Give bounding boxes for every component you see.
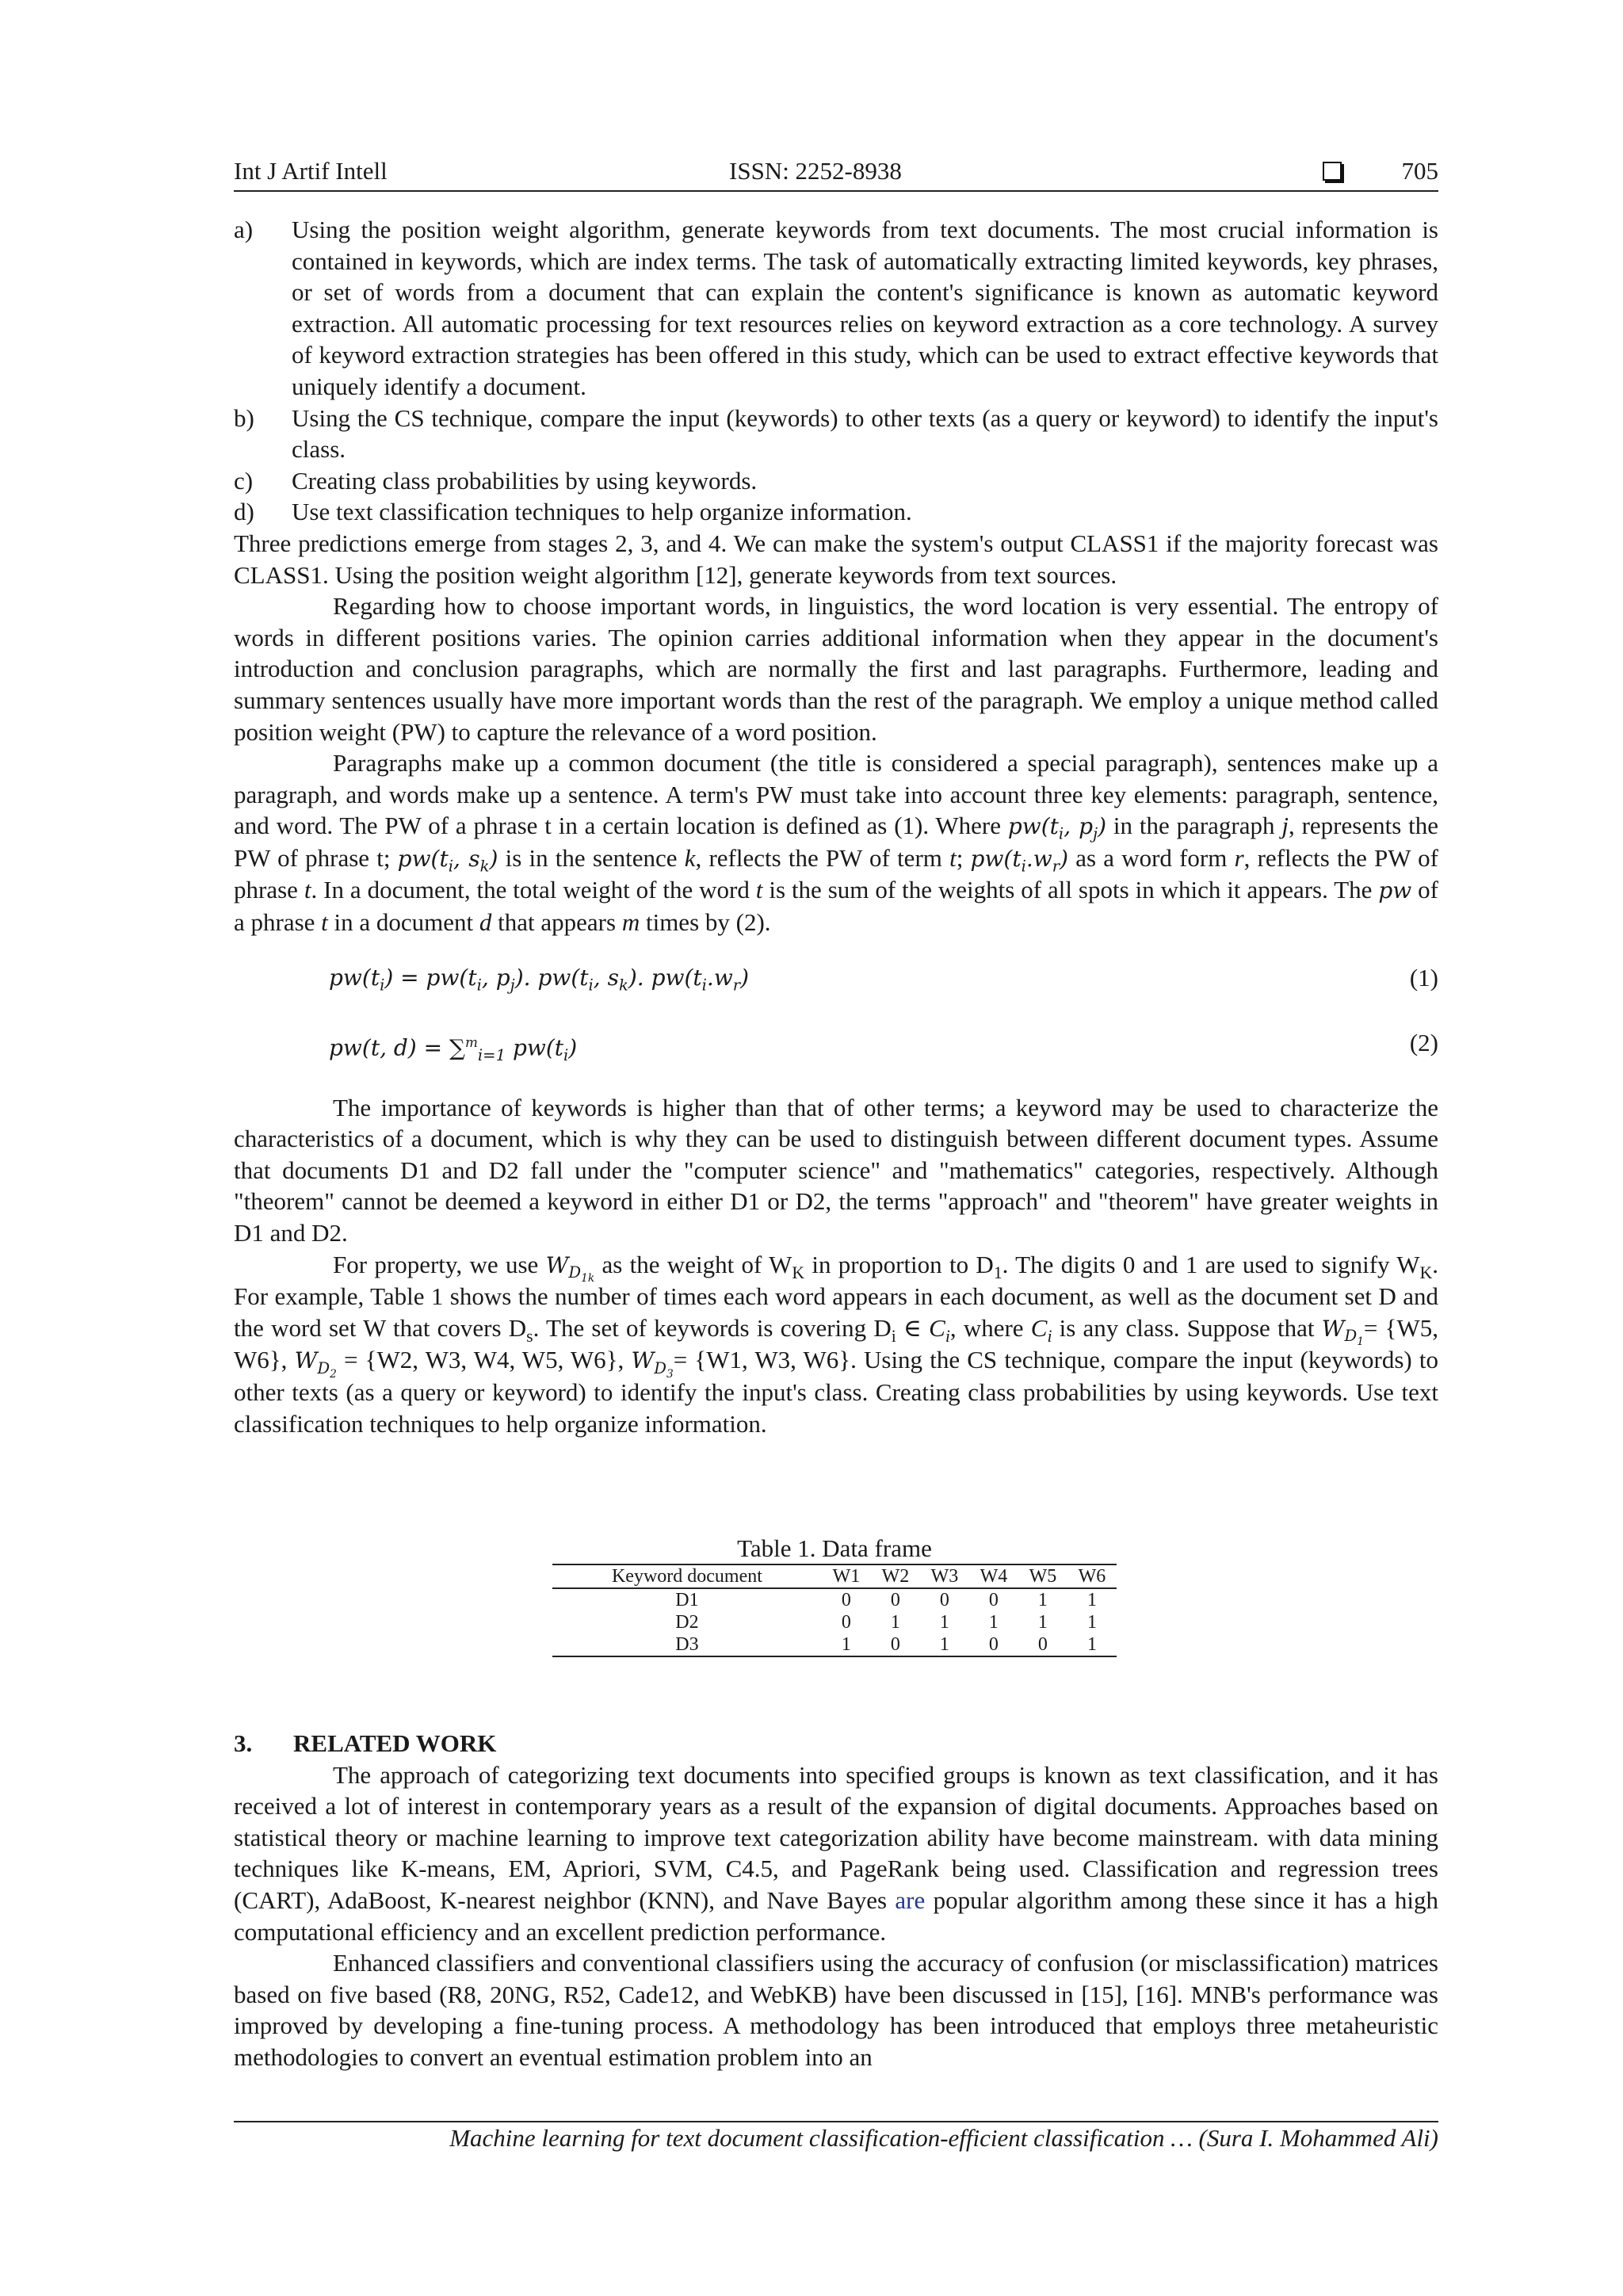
table-cell: 1: [939, 1633, 949, 1655]
table-cell: 0: [988, 1633, 999, 1655]
list-item-label: a): [234, 216, 254, 243]
table-header-cell: W6: [1078, 1565, 1106, 1587]
paragraph-keywords: The importance of keywords is higher than that of other terms; a keyword may be used to characterize the characteristics of a document, which is why they can be used to distinguish between different document types. Assume that documents D1 and D2 fall under the "computer science" and "mathematics" categories, respectively. Although "theorem" cannot be deemed a keyword in either D1 or D2, the terms "approach" and "theorem" have greater weights in D1 and D2.: [234, 1093, 1438, 1247]
running-footer: Machine learning for text document classification-efficient classification … (Sura I. Mohammed Ali): [234, 2121, 1438, 2153]
table-header-cell: W5: [1029, 1565, 1057, 1587]
table-cell: 0: [988, 1589, 999, 1610]
running-header: [234, 157, 1438, 192]
math-pw: pw: [1378, 877, 1412, 904]
list-item: [234, 214, 1438, 403]
table-cell: 0: [939, 1589, 949, 1610]
main-text: [234, 214, 1438, 1439]
math-pw-ti-pj: $pw(t_i$, $p_j$): [1007, 813, 1107, 843]
table-cell: 1: [988, 1611, 999, 1633]
list-item-label: d): [234, 498, 254, 526]
issn: ISSN: 2252-8938: [729, 157, 902, 185]
table-row: [552, 1611, 1117, 1633]
link-text[interactable]: are: [895, 1885, 926, 1914]
page-number: 705: [1401, 157, 1438, 185]
table-header-cell: Keyword document: [611, 1565, 762, 1587]
table-cell: 1: [841, 1633, 851, 1655]
list-item-label: c): [234, 466, 254, 495]
math-pw-ti-sk: $pw(t_i$, $s_k$): [397, 845, 498, 876]
section-title: RELATED WORK: [293, 1729, 497, 1757]
table-cell: D3: [675, 1633, 699, 1655]
table-header-row: [552, 1564, 1117, 1588]
equation-1: [234, 962, 1438, 995]
table-caption: Table 1. Data frame: [737, 1534, 932, 1562]
table-header-cell: W2: [881, 1565, 910, 1587]
table-cell: D2: [675, 1611, 699, 1633]
table-cell: 1: [890, 1611, 900, 1633]
table-cell: 1: [1086, 1633, 1097, 1655]
paragraph-property: For property, we use $W_{D_{1k}}$ as the weight of $W_K$ in proportion to $D_1$. The digits 0 and 1 are used to signify $W_K$. For example, Table 1 shows the number of times each word appears in each document, as well as the document set D and the word set W that covers $D_s$. The set of keywords is covering $D_i$ ∈ $C_i$, where $C_i$ is any class. Suppose that $W_{D_1}= \{W5$, W6}, $W_{D_2} = \{W2$, W3, W4, W5, W6}, $W_{D_3}= \{W1$, W3, W6}. Using the CS technique, compare the input (keywords) to other texts (as a query or keyword) to identify the input's class. Creating class probabilities by using keywords. Use text classification techniques to help organize information.: [234, 1250, 1438, 1438]
table-1: [552, 1534, 1117, 1657]
list-item-label: b): [234, 403, 254, 432]
table-cell: 1: [939, 1611, 949, 1633]
table-cell: 0: [890, 1633, 900, 1655]
table-row: [552, 1588, 1117, 1611]
table-cell: 0: [890, 1589, 900, 1610]
table-row: [552, 1633, 1117, 1656]
square-icon: [1323, 162, 1342, 181]
list-item: [234, 403, 1438, 465]
paragraph-predictions: Three predictions emerge from stages 2, 3, and 4. We can make the system's output CLASS1 if the majority forecast was CLASS1. Using the position weight algorithm [12], generate keywords from text sources.: [234, 529, 1438, 589]
step-list: [234, 214, 1438, 528]
journal-name: Int J Artif Intell: [234, 157, 388, 185]
list-item-text: Use text classification techniques to help organize information.: [292, 498, 912, 526]
table-cell: 1: [1086, 1611, 1097, 1633]
list-item-text: Using the position weight algorithm, generate keywords from text documents. The most crucial information is contained in keywords, which are index terms. The task of automatically extracting limited keywords, key phrases, or set of words from a document that can explain the content's significance is known as automatic keyword extraction. All automatic processing for text resources relies on keyword extraction as a core technology. A survey of keyword extraction strategies has been offered in this study, which can be used to extract effective keywords that uniquely identify a document.: [292, 216, 1438, 400]
table-cell: 0: [1037, 1633, 1048, 1655]
table-header-cell: W1: [832, 1565, 861, 1587]
list-item: [234, 496, 1438, 528]
paragraph-position-weight: Paragraphs make up a common document (the title is considered a special paragraph), sentences make up a paragraph, and words make up a sentence. A term's PW must take into account three key elements: paragraph, sentence, and word. The PW of a phrase t in a certain location is defined as (1). Where $pw(t_i$, $p_j$) in the paragraph j, represents the PW of phrase t; $pw(t_i$, $s_k$) is in the sentence k, reflects the PW of term t; $pw(t_i.w_r)$ as a word form r, reflects the PW of phrase t. In a document, the total weight of the word t is the sum of the weights of all spots in which it appears. The pw of a phrase t in a document d that appears m times by (2).: [234, 749, 1438, 937]
table-cell: 1: [1037, 1611, 1048, 1633]
equation-1-expression: $pw(t_i) = pw(t_i$, $p_j$). $pw(t_i$, $s_k$). $pw(t_i.w_r)$: [329, 964, 750, 995]
list-item-text: Using the CS technique, compare the input (keywords) to other texts (as a query or keyword) to identify the input's class.: [292, 403, 1438, 464]
table-cell: 0: [841, 1589, 851, 1610]
section-related-work: [234, 1728, 1438, 2073]
table-cell: 1: [1086, 1589, 1097, 1610]
section-number: 3.: [234, 1729, 253, 1757]
equation-1-number: (1): [1409, 963, 1438, 991]
data-frame-table: [552, 1564, 1117, 1657]
table-cell: 0: [841, 1611, 851, 1633]
equation-2: [234, 1027, 1438, 1064]
list-item: [234, 465, 1438, 497]
equation-2-expression: pw(t, d) = ∑$^m_{i=1}$ $pw(t_i)$: [329, 1033, 578, 1064]
equation-2-number: (2): [1409, 1028, 1438, 1056]
table-cell: D1: [675, 1589, 699, 1610]
section-heading: [234, 1728, 1438, 1759]
table-cell: 1: [1037, 1589, 1048, 1610]
table-header-cell: W4: [980, 1565, 1008, 1587]
table-header-cell: W3: [930, 1565, 959, 1587]
paragraph-related-work-2: Enhanced classifiers and conventional classifiers using the accuracy of confusion (or misclassification) matrices based on five based (R8, 20NG, R52, Cade12, and WebKB) have been discussed in [15], [16]. MNB's performance was improved by developing a fine-tuning process. A methodology has been introduced that employs three metaheuristic methodologies to convert an eventual estimation problem into an: [234, 1949, 1438, 2071]
list-item-text: Creating class probabilities by using keywords.: [292, 466, 758, 495]
math-pw-ti-wr: $pw(t_i.w_r)$: [970, 845, 1069, 876]
paragraph-word-location: Regarding how to choose important words, in linguistics, the word location is very essential. The entropy of words in different positions varies. The opinion carries additional information when they appear in the document's introduction and conclusion paragraphs, which are normally the first and last paragraphs. Furthermore, leading and summary sentences usually have more important words than the rest of the paragraph. We employ a unique method called position weight (PW) to capture the relevance of a word position.: [234, 592, 1438, 746]
paragraph-related-work-1: The approach of categorizing text documents into specified groups is known as text classification, and it has received a lot of interest in contemporary years as a result of the expansion of digital documents. Approaches based on statistical theory or machine learning to improve text categorization ability have become mainstream. with data mining techniques like K-means, EM, Apriori, SVM, C4.5, and PageRank being used. Classification and regression trees (CART), AdaBoost, K-nearest neighbor (KNN), and Nave Bayes are popular algorithm among these since it has a high computational efficiency and an excellent prediction performance.: [234, 1760, 1438, 1946]
